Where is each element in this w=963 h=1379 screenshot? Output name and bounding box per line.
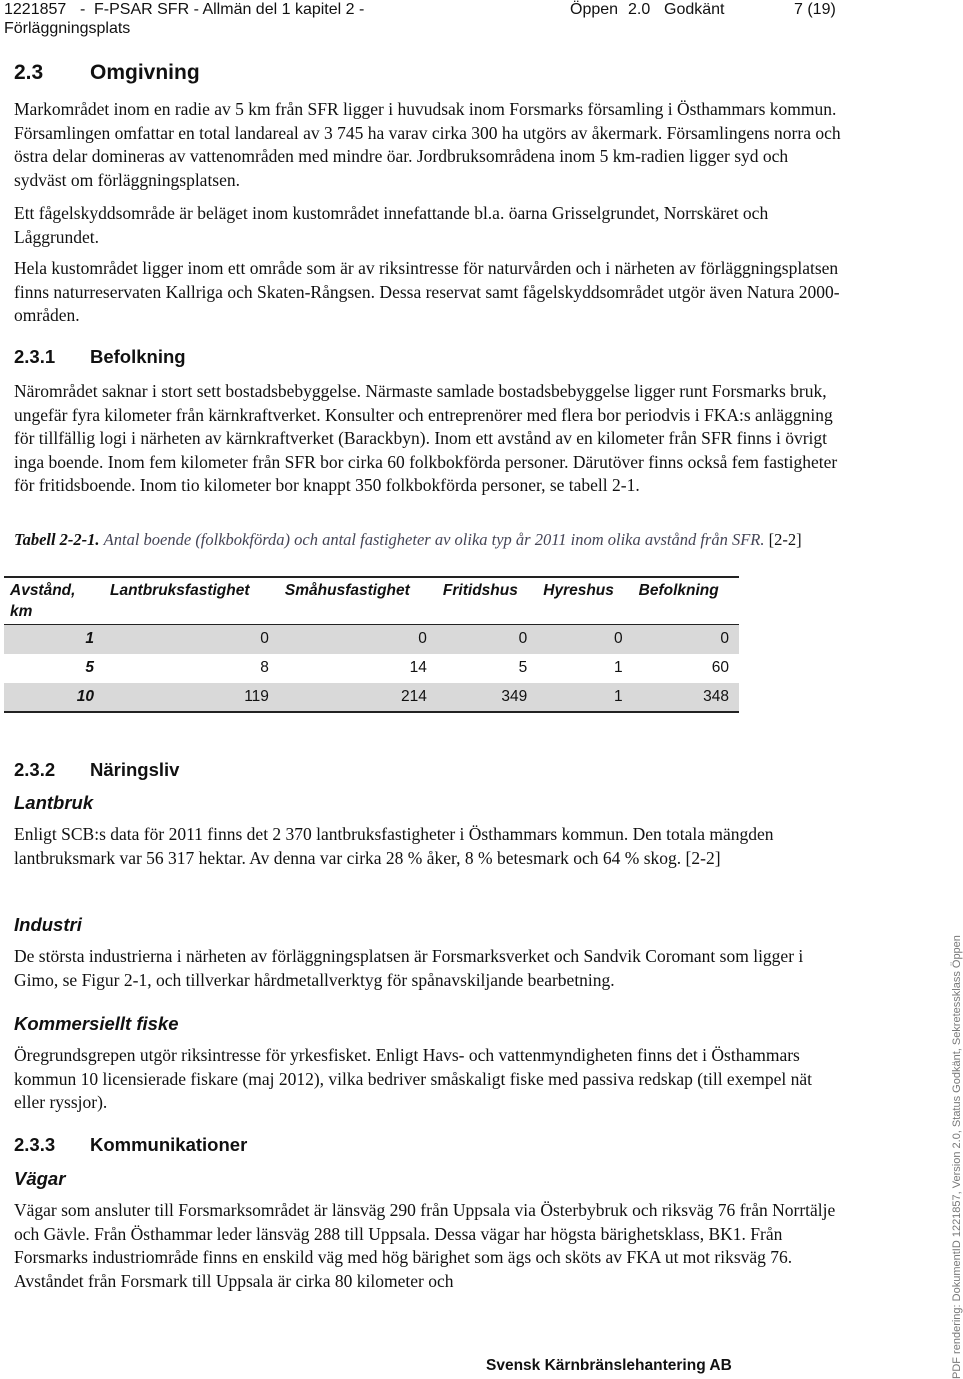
table-cell: 0 (614, 630, 623, 648)
subheading-lantbruk: Lantbruk (14, 792, 94, 813)
table-cell: 5 (518, 659, 528, 676)
table-caption-text: Antal boende (folkbokförda) och antal fastigheter av olika typ år 2011 inom olika avstånd från SFR. (103, 530, 765, 549)
section-number: 2.3.1 (14, 346, 56, 367)
column-header: Småhusfastighet (284, 582, 410, 599)
section-heading-2-3-3 (14, 1134, 248, 1156)
section-heading-2-3-2 (14, 759, 180, 781)
section-title: Befolkning (90, 346, 186, 367)
table-cell: 1 (614, 687, 623, 705)
table-cell: 5 (85, 659, 94, 676)
table-cell: 348 (703, 687, 729, 705)
table-header-row (4, 577, 739, 625)
table-cell: 0 (260, 630, 269, 648)
section-title: Näringsliv (90, 759, 180, 780)
table-cell: 214 (401, 687, 427, 705)
column-header: Avstånd, km (10, 582, 76, 620)
pdf-rendering-note: PDF rendering: DokumentID 1221857, Version 2.0, Status Godkänt, Sekretessklass Öppen (951, 935, 963, 1379)
table-row (4, 654, 739, 683)
section-number: 2.3.2 (14, 759, 56, 780)
table-cell: 10 (76, 687, 94, 705)
paragraph-befolkning: Närområdet saknar i stort sett bostadsbebyggelse. Närmaste samlade bostadsbebyggelse ligger runt Forsmarks bruk, ungefär fyra kilometer från kärnkraftverket. Konsulter och entreprenörer med flera bor periodvis i FKA:s anläggning för tillfällig logi i närheten av kärnkraftverket (Barackbyn). Inom ett avstånd av en kilometer från SFR finns i övrigt inga boende. Inom fem kilometer från SFR bor cirka 60 folkbokförda personer. Därutöver finns också fem fastigheter för fritidsboende. Inom tio kilometer bor knappt 350 folkbokförda personer, se tabell 2-1. (14, 381, 838, 495)
population-table (4, 576, 739, 713)
table-row (4, 683, 739, 712)
table-cell: 119 (244, 687, 269, 705)
subheading-industri: Industri (14, 914, 82, 935)
table-cell: 14 (409, 659, 427, 676)
section-title: Omgivning (90, 61, 200, 84)
table-cell: 8 (260, 659, 269, 676)
table-cell: 1 (85, 630, 94, 648)
page-footer: Svensk Kärnbränslehantering AB (486, 1357, 732, 1374)
table-row (4, 625, 739, 654)
status-label: Öppen (570, 1, 619, 18)
table-cell: 60 (711, 659, 729, 676)
section-title: Kommunikationer (90, 1134, 248, 1155)
section-heading-2-3 (14, 61, 200, 85)
subheading-vagar: Vägar (14, 1168, 66, 1189)
table-cell: 0 (720, 630, 729, 648)
paragraph-vagar: Vägar som ansluter till Forsmarksområdet är länsväg 290 från Uppsala via Österbybruk och riksväg 76 från Norrtälje och Gävle. Från Östhammar leder länsväg 288 till Uppsala. Dessa vägar har högsta bärighetsklass, BK1. Från Forsmarks industriområde finns en enskild väg med hög bärighet som ägs och sköts av FKA ut mot riksväg 76. Avståndet från Forsmark till Uppsala är cirka 80 kilometer och (14, 1200, 836, 1291)
column-header: Hyreshus (543, 582, 614, 599)
table-cell: 0 (418, 630, 427, 648)
section-heading-2-3-1 (14, 346, 186, 368)
table-caption (14, 528, 844, 551)
version-label: 2.0 (628, 1, 651, 18)
table-caption-label: Tabell 2-2-1. (14, 530, 100, 549)
doc-id: 1221857 (4, 1, 67, 18)
table-cell: 349 (501, 687, 528, 705)
paragraph-omgivning-1: Markområdet inom en radie av 5 km från SFR ligger i huvudsak inom Forsmarks församling i Östhammars kommun. Församlingen omfattar en total landareal av 3 745 ha varav cirka 300 ha utgörs av åkermark. Församlingens norra och östra delar domineras av vattenområden med mindre öar. Jordbruksområdena inom 5 km-radien ligger syd och sydväst om förläggningsplatsen. (14, 99, 841, 190)
approval-label: Godkänt (664, 1, 725, 18)
subheading-kommersiellt-fiske: Kommersiellt fiske (14, 1013, 179, 1034)
paragraph-omgivning-2: Ett fågelskyddsområde är beläget inom kustområdet innefattande bl.a. öarna Grisselgrundet, Norrskäret och Låggrundet. (14, 203, 769, 247)
paragraph-omgivning-3: Hela kustområdet ligger inom ett område som är av riksintresse för naturvården och i närheten av förläggningsplatsen finns naturreservaten Kallriga och Skaten-Rångsen. Dessa reservat samt fågelskyddsområdet utgör även Natura 2000-områden. (14, 258, 840, 325)
column-header: Lantbruksfastighet (110, 582, 250, 599)
table-cell: 1 (614, 659, 623, 676)
paragraph-industri: De största industrierna i närheten av förläggningsplatsen är Forsmarksverket och Sandvik Coromant som ligger i Gimo, se Figur 2-1, och tillverkar hårdmetallverktyg för spånavskiljande bearbetning. (14, 946, 804, 990)
section-number: 2.3 (14, 61, 44, 84)
section-number: 2.3.3 (14, 1134, 56, 1155)
page-number: 7 (19) (794, 1, 836, 18)
header-separator: - (80, 1, 86, 18)
table-cell: 0 (518, 630, 528, 648)
column-header: Fritidshus (442, 582, 518, 599)
doc-title-line1: F-PSAR SFR - Allmän del 1 kapitel 2 - (94, 1, 365, 18)
table-caption-ref: [2-2] (768, 530, 802, 549)
doc-title-line2: Förläggningsplats (4, 20, 131, 37)
paragraph-kommersiellt-fiske: Öregrundsgrepen utgör riksintresse för yrkesfisket. Enligt Havs- och vattenmyndigheten finns det i Östhammars kommun 10 licensierade fiskare (maj 2012), vilka bedriver småskaligt fiske med passiva redskap (till exempel nät eller ryssjor). (14, 1045, 812, 1112)
column-header: Befolkning (638, 582, 719, 599)
paragraph-lantbruk: Enligt SCB:s data för 2011 finns det 2 370 lantbruksfastigheter i Östhammars kommun. Den totala mängden lantbruksmark var 56 317 hektar. Av denna var cirka 28 % åker, 8 % betesmark och 64 % skog. [2-2] (14, 824, 774, 868)
